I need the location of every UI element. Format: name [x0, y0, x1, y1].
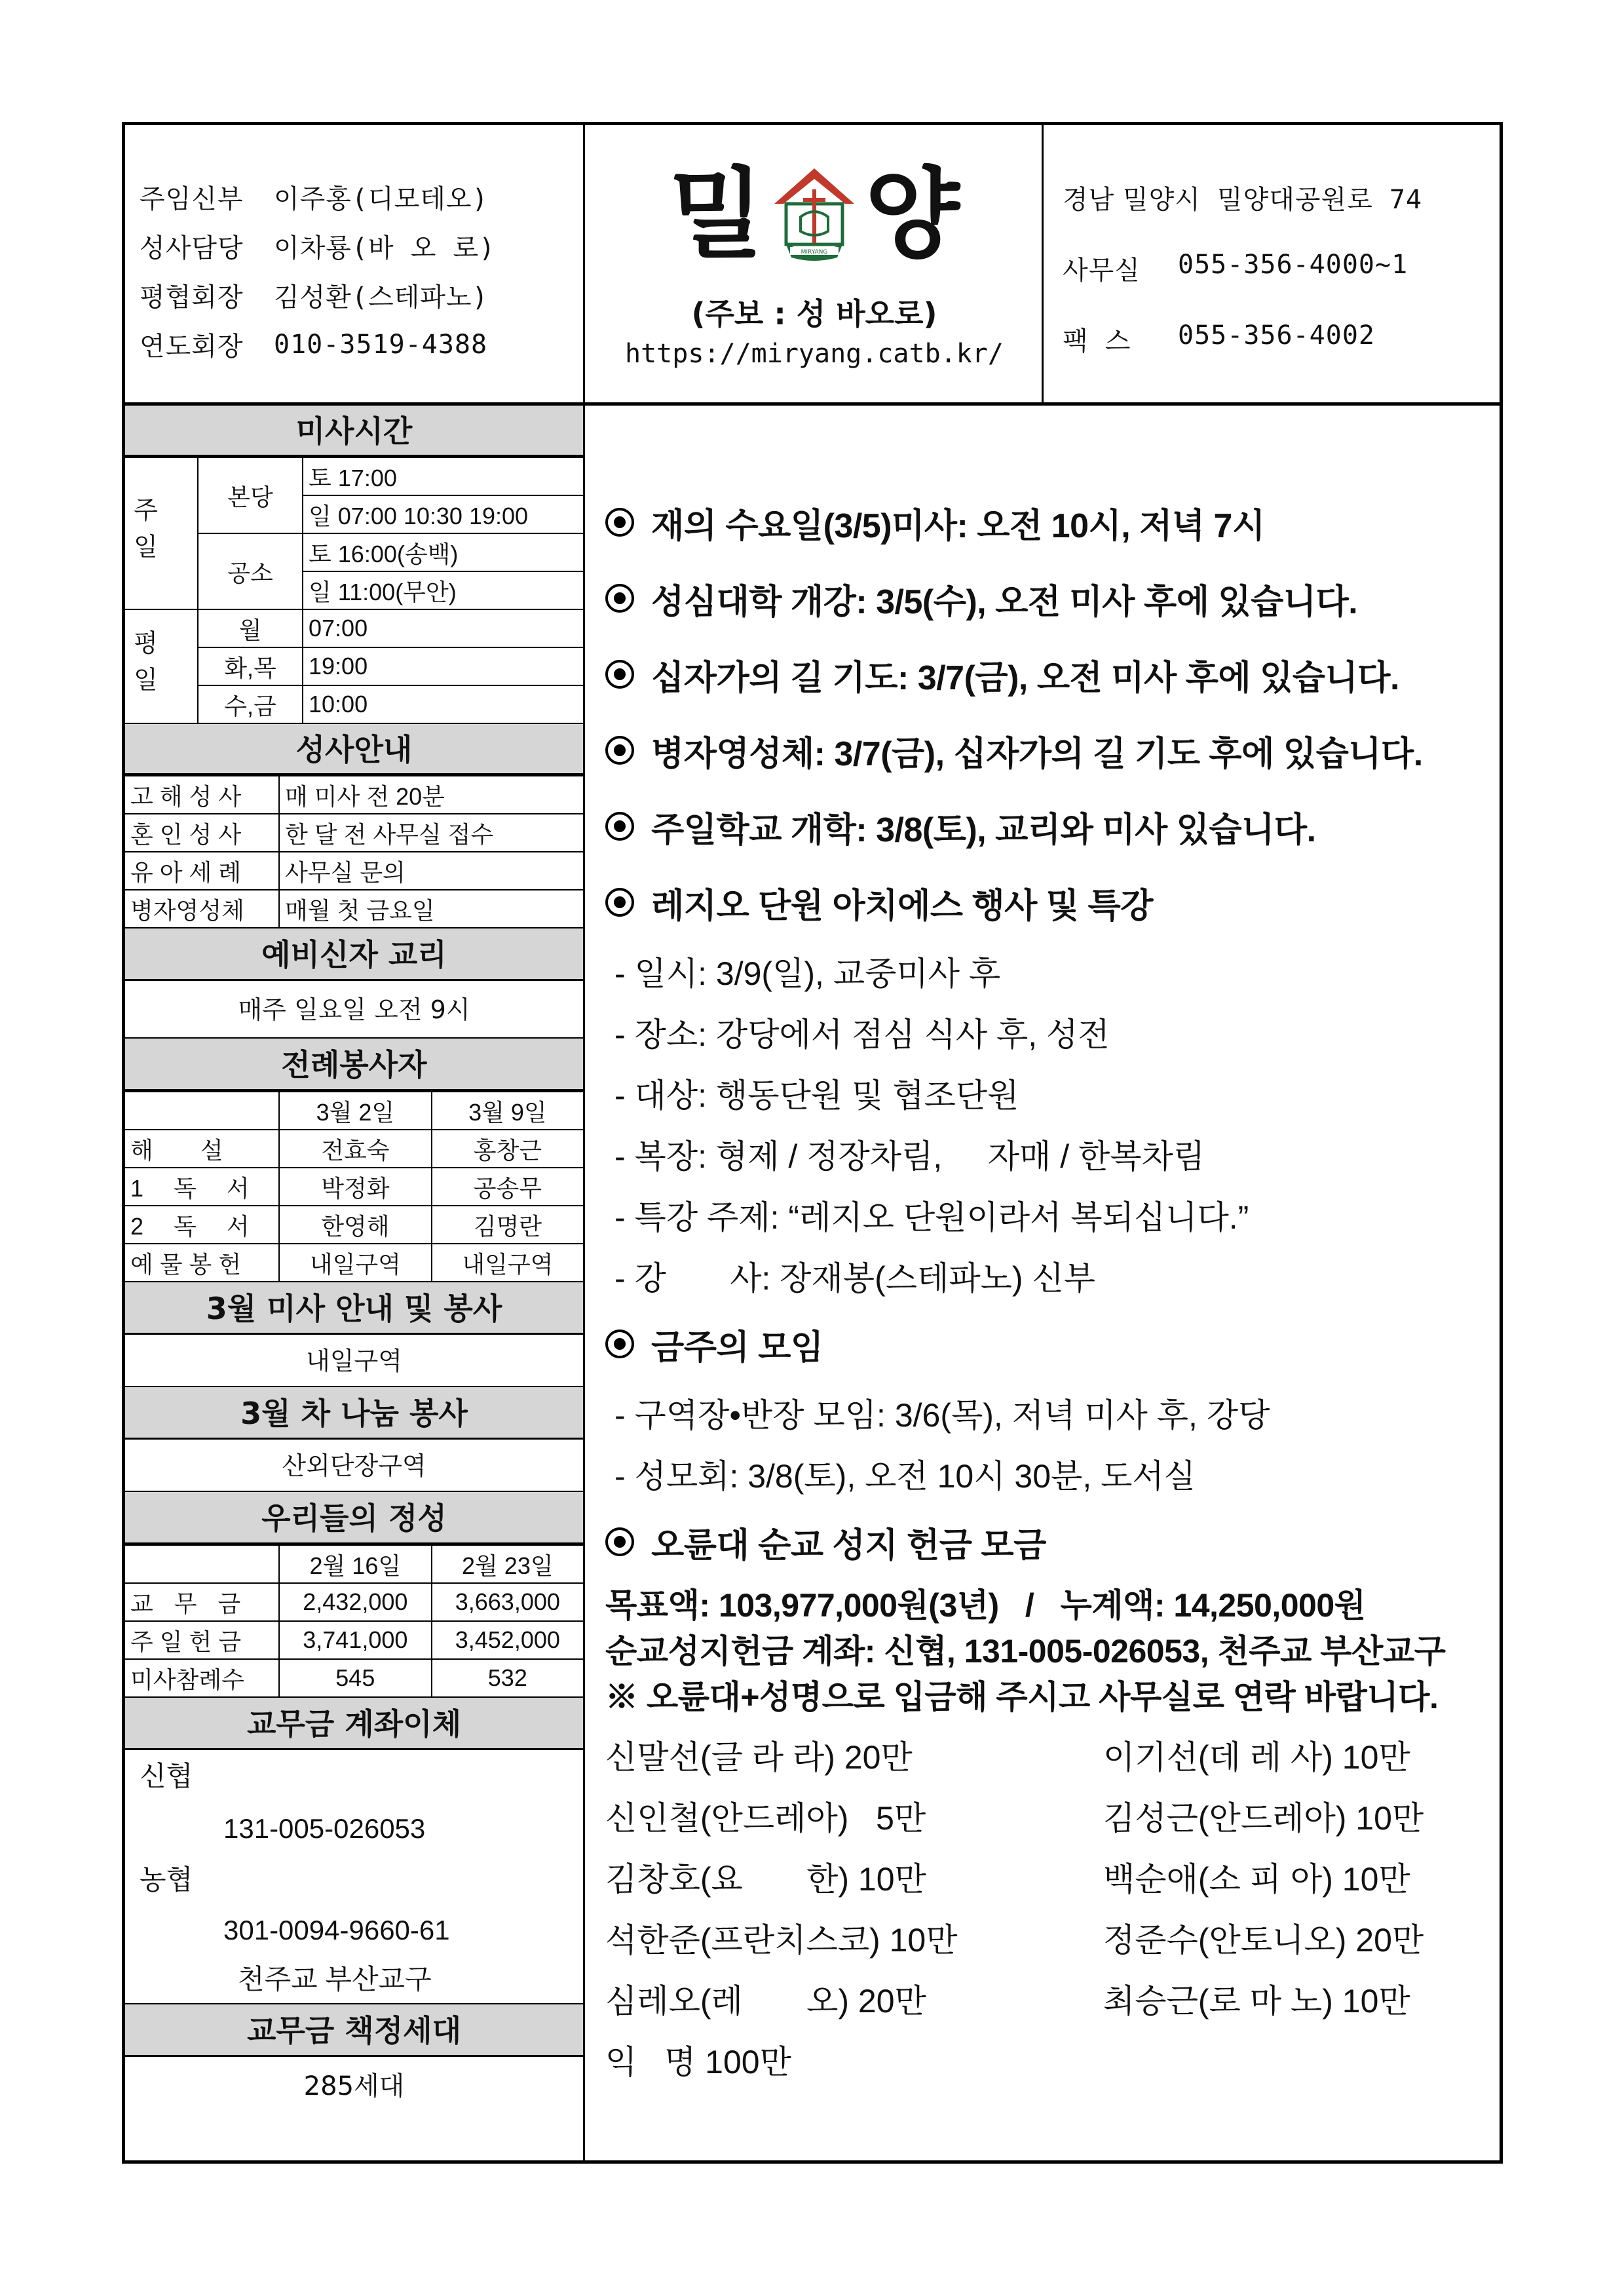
sacrament-info: 매월 첫 금요일	[279, 890, 583, 928]
sacrament-info: 한 달 전 사무실 접수	[279, 814, 583, 852]
offering-table	[125, 1544, 583, 1698]
contact-info	[1046, 125, 1500, 402]
phone-row: 사무실 055-356-4000~1	[1063, 250, 1408, 286]
weekday-day: 월	[198, 609, 303, 647]
liturgy-person: 공송무	[432, 1168, 583, 1206]
march-mass-title: 3월 미사 안내 및 봉사	[125, 1282, 583, 1335]
clergy-info	[125, 125, 585, 402]
donor-entry: 김성근(안드레아) 10만	[1103, 1799, 1424, 1837]
donor-list	[605, 1724, 1500, 2090]
sacraments-title: 성사안내	[125, 724, 583, 775]
offering-label: 교무금	[125, 1583, 279, 1621]
clergy-row: 주임신부 이주홍(디모테오)	[140, 184, 489, 214]
account-number: 131-005-026053	[223, 1813, 426, 1844]
notice-item: 주일학교 개학: 3/8(토), 교리와 미사 있습니다.	[605, 788, 1500, 864]
weekday-time: 07:00	[303, 609, 583, 647]
march-tea-text: 산외단장구역	[125, 1440, 583, 1492]
donor-entry: 익 명 100만	[605, 2043, 791, 2080]
bullet-icon	[605, 736, 634, 765]
donor-entry: 석한준(프란치스코) 10만	[605, 1921, 958, 1959]
bullet-icon	[605, 660, 634, 689]
legio-detail: - 강 사: 장재봉(스테파노) 신부	[614, 1259, 1096, 1297]
title-char-left: 밀	[669, 158, 764, 272]
liturgy-role: 2 독 서	[125, 1206, 279, 1244]
liturgy-person: 내일구역	[279, 1244, 432, 1282]
bank-name: 농협	[140, 1864, 193, 1895]
weekday-label: 평일	[125, 609, 198, 723]
liturgy-person: 한영해	[279, 1206, 432, 1244]
notice-item: 병자영성체: 3/7(금), 십자가의 길 기도 후에 있습니다.	[605, 712, 1500, 788]
donor-entry: 정준수(안토니오) 20만	[1103, 1921, 1424, 1959]
liturgy-role: 1 독 서	[125, 1168, 279, 1206]
donor-entry: 최승근(로 마 노) 10만	[1103, 1982, 1410, 2019]
bullet-icon	[605, 508, 634, 537]
mission-sat-time: 토 16:00(송백)	[303, 533, 583, 571]
meeting-detail: - 성모회: 3/8(토), 오전 10시 30분, 도서실	[614, 1457, 1196, 1495]
legio-heading: 레지오 단원 아치에스 행사 및 특강	[605, 864, 1500, 940]
title-logo	[585, 153, 1044, 277]
offering-value: 2,432,000	[279, 1583, 432, 1621]
liturgy-title: 전례봉사자	[125, 1039, 583, 1091]
notice-item: 재의 수요일(3/5)미사: 오전 10시, 저녁 7시	[605, 484, 1500, 560]
bulletin-header	[125, 125, 1500, 406]
legio-detail: - 대상: 행동단원 및 협조단원	[614, 1077, 1019, 1114]
liturgy-person: 내일구역	[432, 1244, 583, 1282]
main-church-label: 본당	[198, 457, 303, 533]
households-count: 285세대	[303, 2071, 405, 2101]
offering-value: 3,663,000	[432, 1583, 583, 1621]
liturgy-role: 예물봉헌	[125, 1244, 279, 1282]
sacrament-name: 유아세례	[125, 852, 279, 890]
notices-column	[587, 406, 1500, 2160]
bullet-icon	[605, 584, 634, 613]
sacrament-name: 병자영성체	[125, 890, 279, 928]
bullet-icon	[605, 1330, 634, 1358]
sacrament-info: 사무실 문의	[279, 852, 583, 890]
address-row: 경남 밀양시 밀양대공원로 74	[1063, 185, 1423, 215]
offering-label: 미사참례수	[125, 1659, 279, 1697]
legio-detail: - 특강 주제: “레지오 단원이라서 복되십니다.”	[614, 1198, 1249, 1236]
offering-value: 3,741,000	[279, 1621, 432, 1659]
main-sun-time: 일 07:00 10:30 19:00	[303, 495, 583, 533]
liturgy-date: 3월 2일	[279, 1092, 432, 1130]
offering-value: 3,452,000	[432, 1621, 583, 1659]
legio-detail: - 장소: 강당에서 점심 식사 후, 성전	[614, 1016, 1110, 1053]
mass-times-table	[125, 457, 583, 724]
transfer-title: 교무금 계좌이체	[125, 1698, 583, 1750]
title-char-right: 양	[865, 158, 960, 272]
church-emblem-icon	[772, 166, 857, 264]
fund-goal: 목표액: 103,977,000원(3년) / 누계액: 14,250,000원	[605, 1587, 1366, 1624]
liturgy-table	[125, 1091, 583, 1282]
meeting-detail: - 구역장•반장 모임: 3/6(목), 저녁 미사 후, 강당	[614, 1396, 1270, 1434]
bank-name: 신협	[140, 1761, 193, 1791]
fund-account: 순교성지헌금 계좌: 신협, 131-005-026053, 천주교 부산교구	[605, 1633, 1446, 1670]
parish-url[interactable]: https://miryang.catb.kr/	[625, 339, 1004, 369]
march-tea-title: 3월 차 나눔 봉사	[125, 1387, 583, 1440]
fund-instruction: ※ 오륜대+성명으로 입금해 주시고 사무실로 연락 바랍니다.	[605, 1679, 1439, 1715]
sacrament-name: 고해성사	[125, 776, 279, 814]
liturgy-person: 박정화	[279, 1168, 432, 1206]
catechumen-text: 매주 일요일 오전 9시	[125, 981, 583, 1039]
liturgy-date: 3월 9일	[432, 1092, 583, 1130]
bullet-icon	[605, 812, 634, 841]
donor-entry: 김창호(요 한) 10만	[605, 1860, 926, 1898]
transfer-box	[125, 1750, 583, 2004]
account-holder: 천주교 부산교구	[238, 1964, 432, 1995]
mission-sun-time: 일 11:00(무안)	[303, 571, 583, 609]
notice-item: 십자가의 길 기도: 3/7(금), 오전 미사 후에 있습니다.	[605, 636, 1500, 712]
offering-label: 주일헌금	[125, 1621, 279, 1659]
weekday-day: 화,목	[198, 647, 303, 685]
bullet-icon	[605, 1527, 634, 1556]
notice-item: 성심대학 개강: 3/5(수), 오전 미사 후에 있습니다.	[605, 560, 1500, 636]
liturgy-person: 홍창근	[432, 1130, 583, 1168]
mass-times-title: 미사시간	[125, 406, 583, 457]
sacraments-table	[125, 775, 583, 928]
mission-label: 공소	[198, 533, 303, 609]
march-mass-text: 내일구역	[125, 1335, 583, 1387]
offering-date: 2월 16일	[279, 1545, 432, 1583]
legio-detail: - 복장: 형제 / 정장차림, 자매 / 한복차림	[614, 1138, 1205, 1175]
offering-value: 532	[432, 1659, 583, 1697]
bullet-icon	[605, 888, 634, 917]
donor-entry: 이기선(데 레 사) 10만	[1103, 1738, 1410, 1776]
sacrament-name: 혼인성사	[125, 814, 279, 852]
donor-entry: 백순애(소 피 아) 10만	[1103, 1860, 1410, 1898]
sunday-label: 주일	[125, 457, 198, 609]
households-title: 교무금 책정세대	[125, 2004, 583, 2057]
weekday-time: 19:00	[303, 647, 583, 685]
sacrament-info: 매 미사 전 20분	[279, 776, 583, 814]
liturgy-person: 전효숙	[279, 1130, 432, 1168]
fax-row: 팩 스 055-356-4002	[1063, 320, 1375, 356]
donor-entry: 심레오(레 오) 20만	[605, 1982, 926, 2019]
liturgy-role: 해설	[125, 1130, 279, 1168]
donor-entry: 신말선(글 라 라) 20만	[605, 1738, 913, 1776]
fund-heading: 오륜대 순교 성지 헌금 모금	[605, 1504, 1500, 1580]
weekday-time: 10:00	[303, 685, 583, 723]
liturgy-person: 김명란	[432, 1206, 583, 1244]
clergy-row: 연도회장 010-3519-4388	[140, 329, 488, 362]
main-sat-time: 토 17:00	[303, 457, 583, 495]
meeting-heading: 금주의 모임	[605, 1306, 1500, 1382]
legio-detail: - 일시: 3/9(일), 교중미사 후	[614, 955, 1001, 992]
bulletin-frame	[122, 122, 1503, 2164]
left-column	[125, 406, 585, 2160]
account-number: 301-0094-9660-61	[223, 1915, 450, 1945]
offering-value: 545	[279, 1659, 432, 1697]
svg-text:MIRYANG: MIRYANG	[801, 249, 828, 256]
offering-title: 우리들의 정성	[125, 1492, 583, 1544]
masthead	[585, 125, 1044, 402]
bulletin-subtitle: (주보 : 성 바오로)	[691, 296, 937, 332]
clergy-row: 평협회장 김성환(스테파노)	[140, 282, 489, 313]
donor-entry: 신인철(안드레아) 5만	[605, 1799, 926, 1837]
clergy-row: 성사담당 이차룡(바 오 로)	[140, 233, 496, 263]
offering-date: 2월 23일	[432, 1545, 583, 1583]
catechumen-title: 예비신자 교리	[125, 928, 583, 981]
weekday-day: 수,금	[198, 685, 303, 723]
